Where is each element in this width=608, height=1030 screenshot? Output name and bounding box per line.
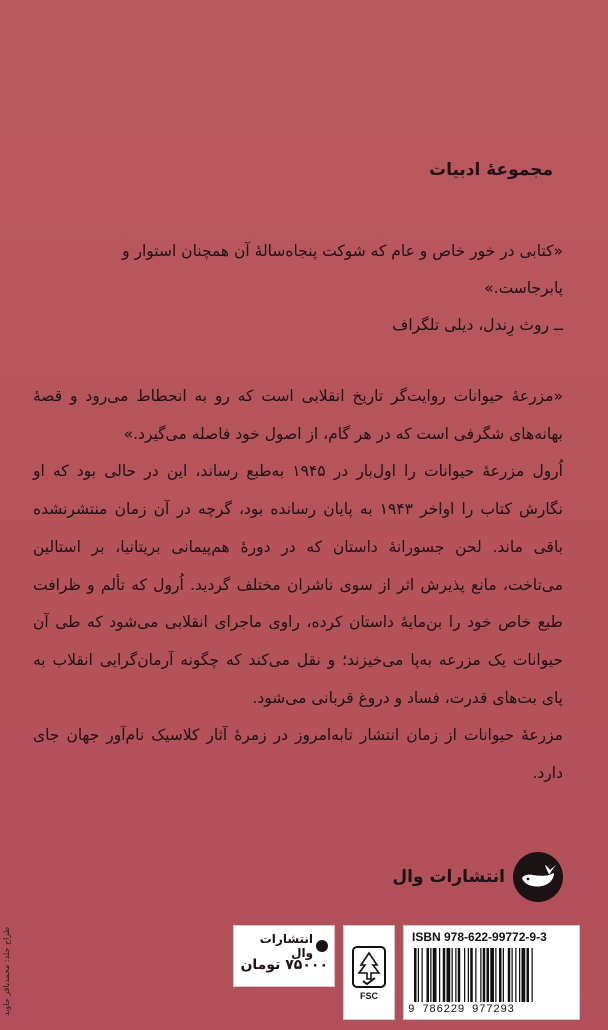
barcode-bar bbox=[433, 948, 437, 1002]
isbn-barcode-box bbox=[403, 925, 580, 1020]
barcode-digits: 9 786229 977293 bbox=[408, 1004, 515, 1016]
whale-logo-icon bbox=[316, 940, 328, 952]
description-paragraph: مزرعهٔ حیوانات از زمان انتشار تا‌به‌امروز در زمرهٔ آثار کلاسیک نام‌آور جهان جای دارد. bbox=[33, 726, 563, 783]
barcode-bar bbox=[522, 948, 526, 1002]
barcode-bar bbox=[422, 948, 423, 1002]
barcode-bar bbox=[519, 948, 520, 1002]
barcode-bar bbox=[468, 948, 469, 1002]
barcode-bar bbox=[508, 948, 511, 1002]
series-title: مجموعهٔ ادبیات bbox=[428, 160, 553, 180]
price-publisher bbox=[234, 932, 328, 960]
review-quote bbox=[43, 233, 563, 344]
description-paragraph: «مزرعهٔ حیوانات روایت‌گر تاریخ انقلابی است که رو به انحطاط می‌رود و قصهٔ بهانه‌های شگرفی است که در هر گام، از اصول خود فاصله می‌گیرد.» bbox=[33, 387, 563, 443]
barcode-bar bbox=[527, 948, 530, 1002]
barcode-bar bbox=[503, 948, 504, 1002]
barcode-bar bbox=[490, 948, 494, 1002]
barcode-bar bbox=[439, 948, 440, 1002]
barcode-bar bbox=[483, 948, 486, 1002]
designer-credit: طراح جلد: محمدباقر جاوید bbox=[2, 926, 11, 1016]
isbn-text: ISBN 978-622-99772-9-3 bbox=[412, 930, 547, 944]
barcode-bar bbox=[464, 948, 465, 1002]
publisher-name: انتشارات وال bbox=[392, 867, 505, 887]
whale-logo-icon bbox=[513, 852, 563, 902]
barcode-bar bbox=[418, 948, 419, 1002]
quote-text: «کتابی در خور خاص و عام که شوکت پنجاه‌سالهٔ آن همچنان استوار و پابرجاست.» bbox=[122, 242, 563, 297]
price-publisher-name: انتشارات وال bbox=[259, 932, 314, 960]
barcode-bar bbox=[480, 948, 481, 1002]
price: ۷۵۰۰۰ تومان bbox=[240, 957, 328, 973]
barcode-bar bbox=[427, 948, 430, 1002]
barcode-bar bbox=[512, 948, 513, 1002]
book-description bbox=[33, 378, 563, 793]
barcode-bar bbox=[458, 948, 461, 1002]
barcode-bar bbox=[499, 948, 502, 1002]
barcode-bar bbox=[487, 948, 490, 1002]
barcode-bar bbox=[447, 948, 451, 1002]
barcode-bar bbox=[430, 948, 431, 1002]
publisher-mark bbox=[392, 852, 563, 902]
barcode-bar bbox=[443, 948, 446, 1002]
description-paragraph: اُرول مزرعهٔ حیوانات را اول‌بار در ۱۹۴۵ به‌طبع رساند، این در حالی بود که او نگارش کتاب را اواخر ۱۹۴۳ به پایان رسانده بود، گرچه در آن زمان منتشرنشده باقی ماند. لحن جسورانهٔ داستان که در دورهٔ هم‌پیمانی بریتانیا، بر استالین می‌تاخت، مانع پذیرش اثر از سوی ناشران مختلف گردید. اُرول که تألم و ظرافت طبع خاص خود را بن‌مایهٔ داستان کرده، راوی ماجرای انقلابی می‌شود که طی آن حیوانات یک مزرعه به‌پا می‌خیزند؛ و نقل می‌کند که چگونه آرمان‌گرایی انقلاب به پای بت‌های قدرت، فساد و دروغ قربانی می‌شود. bbox=[33, 462, 563, 707]
price-sticker bbox=[233, 925, 335, 987]
barcode-bar bbox=[455, 948, 456, 1002]
quote-source: ــ روث رِندل، دیلی تلگراف bbox=[392, 316, 563, 334]
barcode-bar bbox=[470, 948, 473, 1002]
tree-check-icon bbox=[351, 945, 387, 989]
fsc-label-box bbox=[343, 925, 395, 1020]
barcode-bar bbox=[495, 948, 496, 1002]
barcode-bar bbox=[414, 948, 417, 1002]
barcode-bar bbox=[532, 948, 533, 1002]
barcode bbox=[412, 948, 572, 1004]
barcode-bar bbox=[452, 948, 453, 1002]
fsc-label: FSC bbox=[360, 990, 378, 1001]
barcode-bar bbox=[475, 948, 476, 1002]
barcode-bar bbox=[515, 948, 516, 1002]
